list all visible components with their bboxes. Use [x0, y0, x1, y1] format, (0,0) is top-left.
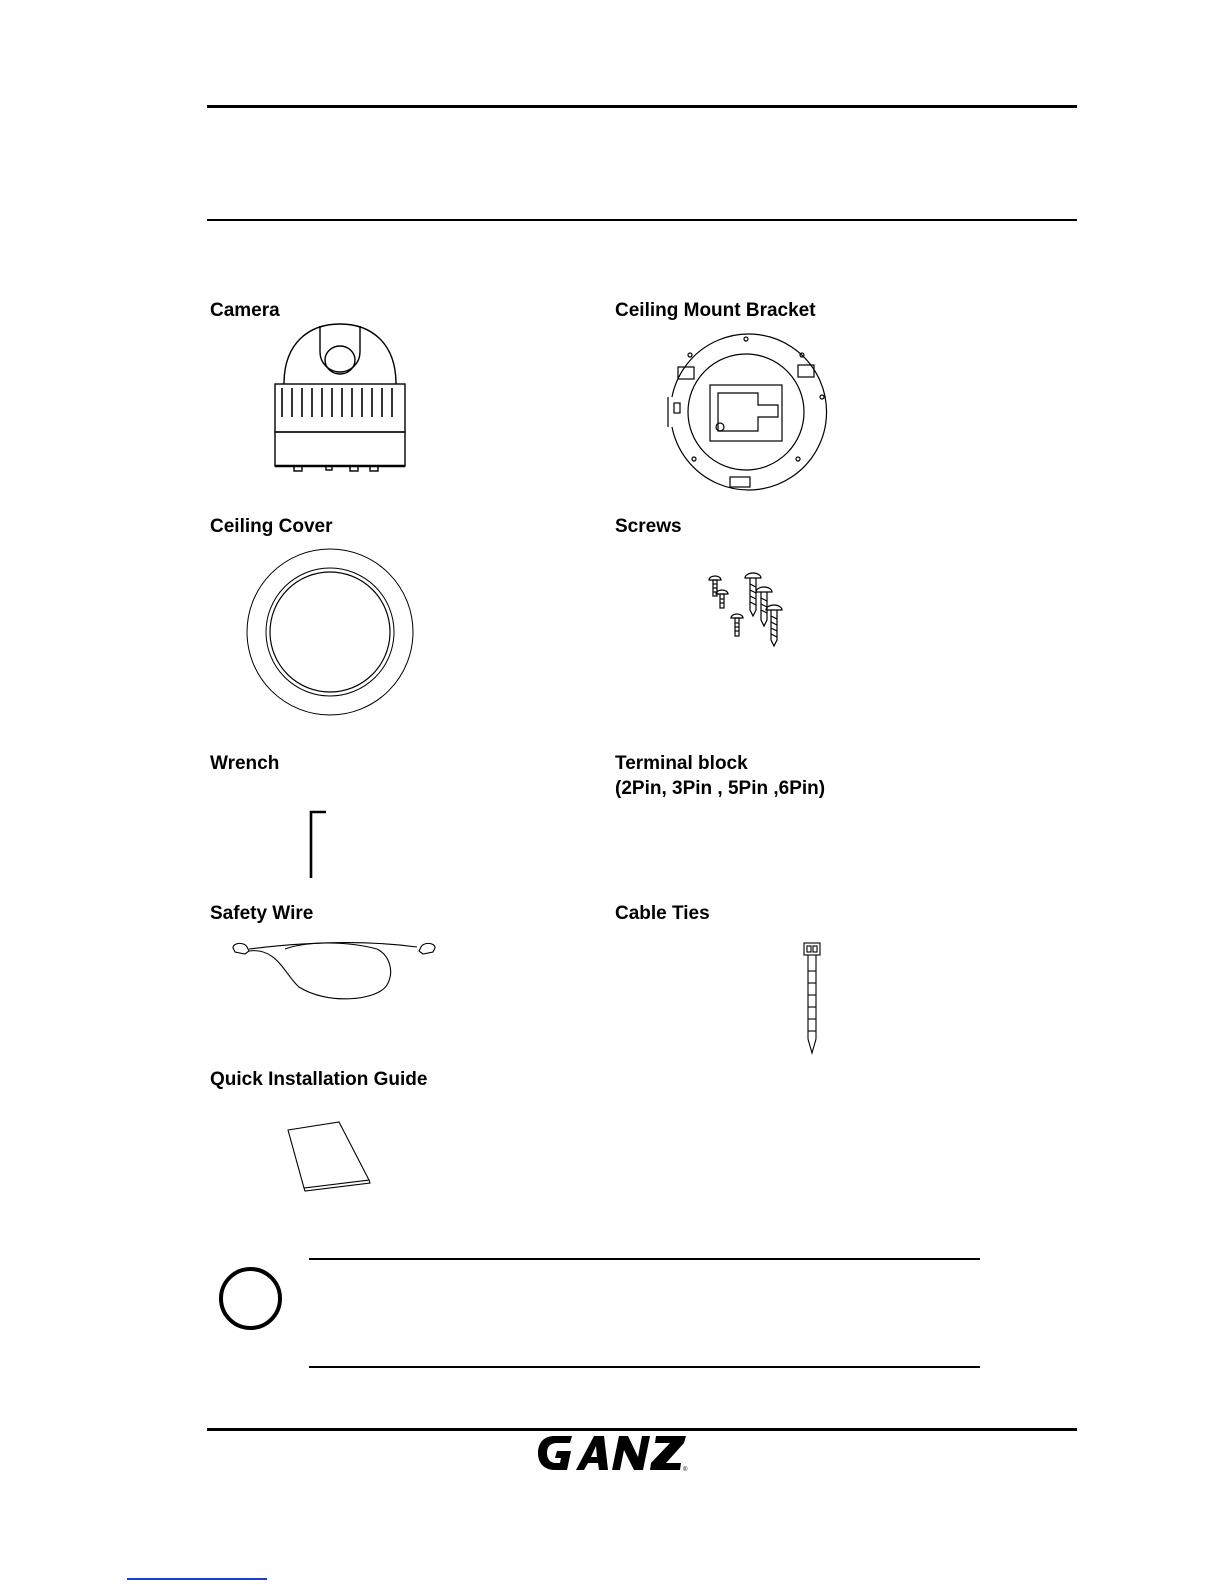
ceiling-cover-icon [245, 547, 415, 717]
item-label-wrench: Wrench [210, 753, 280, 774]
screws-icon [705, 570, 785, 650]
ceiling-mount-bracket-icon [658, 327, 834, 497]
ganz-logo [536, 1433, 692, 1478]
item-label-cable-ties: Cable Ties [615, 903, 710, 924]
footer-rule [207, 1428, 1077, 1431]
header-rule-bottom [207, 219, 1077, 221]
header-rule-top [207, 105, 1077, 108]
item-label-camera: Camera [210, 300, 280, 321]
item-label-safety-wire: Safety Wire [210, 903, 314, 924]
cable-tie-icon [801, 941, 823, 1057]
item-label-ceiling-mount-bracket: Ceiling Mount Bracket [615, 300, 816, 321]
item-label-terminal-block: Terminal block [615, 753, 748, 774]
item-label-quick-installation-guide: Quick Installation Guide [210, 1069, 428, 1090]
info-circle-icon [219, 1267, 282, 1330]
wrench-icon [306, 809, 330, 881]
guide-booklet-icon [285, 1120, 380, 1192]
item-label-terminal-block-pins: (2Pin, 3Pin , 5Pin ,6Pin) [615, 778, 826, 799]
note-rule-top [309, 1258, 980, 1260]
item-label-screws: Screws [615, 516, 682, 537]
item-label-ceiling-cover: Ceiling Cover [210, 516, 333, 537]
footer-link-underline[interactable] [127, 1578, 267, 1580]
camera-icon [270, 322, 410, 472]
note-rule-bottom [309, 1366, 980, 1368]
svg-text:®: ® [683, 1467, 688, 1473]
safety-wire-icon [227, 935, 442, 1005]
